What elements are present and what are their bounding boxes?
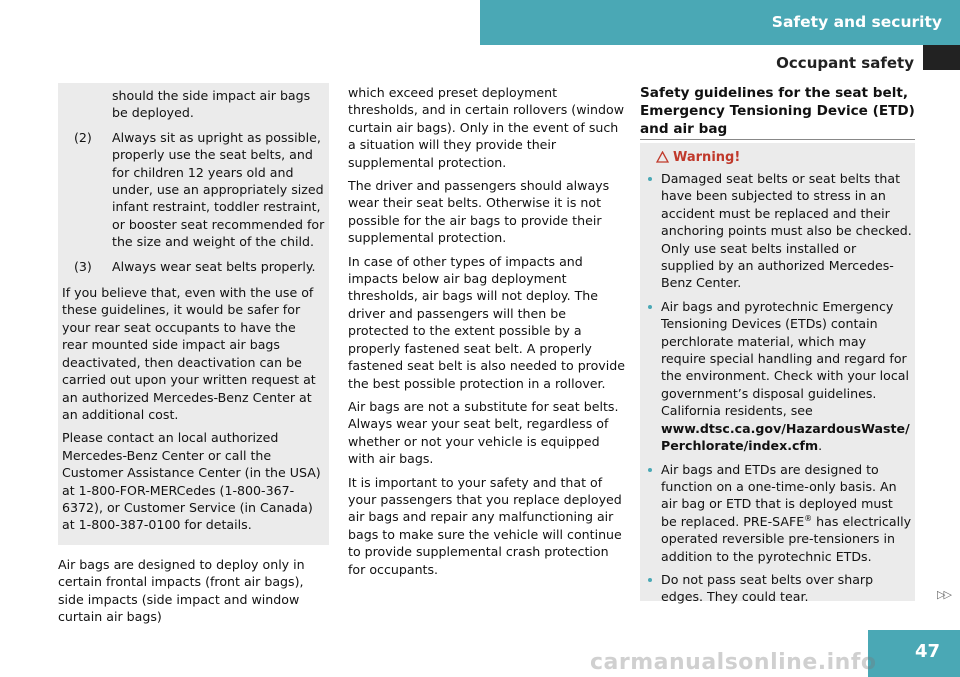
paragraph: which exceed preset deployment thresholds, and in certain rollovers (window curtain air bags). Only in the event of such a situation will they provide their supplemental protection. (348, 85, 624, 170)
bullet-icon (648, 305, 652, 309)
bullet-end: . (818, 438, 823, 454)
subsection-title: Occupant safety (776, 54, 914, 72)
continued-text: should the side impact air bags be deployed. (112, 88, 311, 121)
numbered-item (58, 258, 329, 275)
warning-title-text: Warning! (673, 150, 741, 165)
list-item (646, 298, 912, 455)
safety-guidelines-heading: Safety guidelines for the seat belt, Emergency Tensioning Device (ETD) and air bag (640, 84, 915, 140)
warning-title (656, 149, 740, 166)
header-marker (923, 45, 960, 70)
bullet-text: Air bags and ETDs are designed to function on a one-time-only basis. An air bag or ETD that is deployed must be replaced. PRE-SAFE (661, 461, 897, 529)
notes-box (58, 83, 329, 545)
list-item (646, 170, 912, 292)
registered-mark: ® (804, 513, 813, 523)
item-number: (2) (74, 129, 92, 145)
bullet-icon (648, 468, 652, 472)
column-2 (348, 84, 628, 584)
page-number-box (868, 630, 960, 677)
paragraph: In case of other types of impacts and impacts below air bag deployment thresholds, air bags will not deploy. The driver and passengers will then be protected to the extent possible by a properly fastened seat belt. A properly fastened seat belt is also needed to provide the best possible protection in a rollover. (348, 253, 625, 391)
bullet-text-cont: has electrically operated reversible pre-tensioners in addition to the pyrotechnic ETDs. (661, 513, 912, 564)
page-number: 47 (914, 641, 940, 662)
paragraph: It is important to your safety and that of your passengers that you replace deployed air bags and repair any malfunctioning air bags to make sure the vehicle will continue to provide supplemental crash protection for occupants. (348, 474, 622, 577)
next-page-icon[interactable]: ▷▷ (937, 588, 950, 601)
list-item (646, 461, 912, 565)
item-text: Always sit as upright as possible, properly use the seat belts, and for children 12 years old and under, use an appropriately sized infant restraint, toddler restraint, or booster seat recommended for the size and weight of the child. (112, 129, 325, 250)
warning-triangle-icon (656, 151, 669, 163)
deactivation-paragraph: If you believe that, even with the use of these guidelines, it would be safer for your rear seat occupants to have the rear mounted side impact air bags deactivated, then deactivation can be carried out upon your written request at an authorized Mercedes-Benz Center at an additional cost. (62, 285, 316, 422)
item-number: (3) (74, 258, 92, 274)
list-item (646, 571, 912, 606)
item-text: Always wear seat belts properly. (112, 258, 316, 274)
warning-list (646, 170, 912, 612)
bullet-text: Air bags and pyrotechnic Emergency Tensioning Devices (ETDs) contain perchlorate material, which may require special handling and regard for the environment. Check with your local government’s disposal guidelines. California residents, see (661, 298, 910, 419)
section-title: Safety and security (771, 13, 942, 31)
warning-box (640, 143, 915, 605)
bullet-text: Do not pass seat belts over sharp edges. They could tear. (661, 571, 874, 605)
numbered-item (58, 129, 329, 251)
header-banner (480, 0, 960, 45)
paragraph: Air bags are not a substitute for seat belts. Always wear your seat belt, regardless of whether or not your vehicle is equipped with air bags. (348, 398, 619, 467)
bullet-text: Damaged seat belts or seat belts that have been subjected to stress in an accident must be replaced and their anchoring points must also be checked. Only use seat belts installed or supplied by an authorized Mercedes-Benz Center. (661, 171, 912, 291)
hazardous-waste-link[interactable]: www.dtsc.ca.gov/HazardousWaste/ Perchlorate/index.cfm (661, 420, 910, 454)
contact-paragraph: Please contact an local authorized Mercedes-Benz Center or call the Customer Assistance Center (in the USA) at 1-800-FOR-MERCedes (1-800-367-6372), or Customer Service (in Canada) at 1-800-387-0100 for details. (62, 430, 321, 533)
bullet-icon (648, 177, 652, 181)
paragraph: The driver and passengers should always wear their seat belts. Otherwise it is not possible for the air bags to provide their supplemental protection. (348, 178, 610, 246)
watermark: carmanualsonline.info (590, 650, 877, 675)
bullet-icon (648, 578, 652, 582)
airbag-deploy-paragraph: Air bags are designed to deploy only in certain frontal impacts (front air bags), side impacts (side impact and window curtain air bags) (58, 557, 305, 625)
